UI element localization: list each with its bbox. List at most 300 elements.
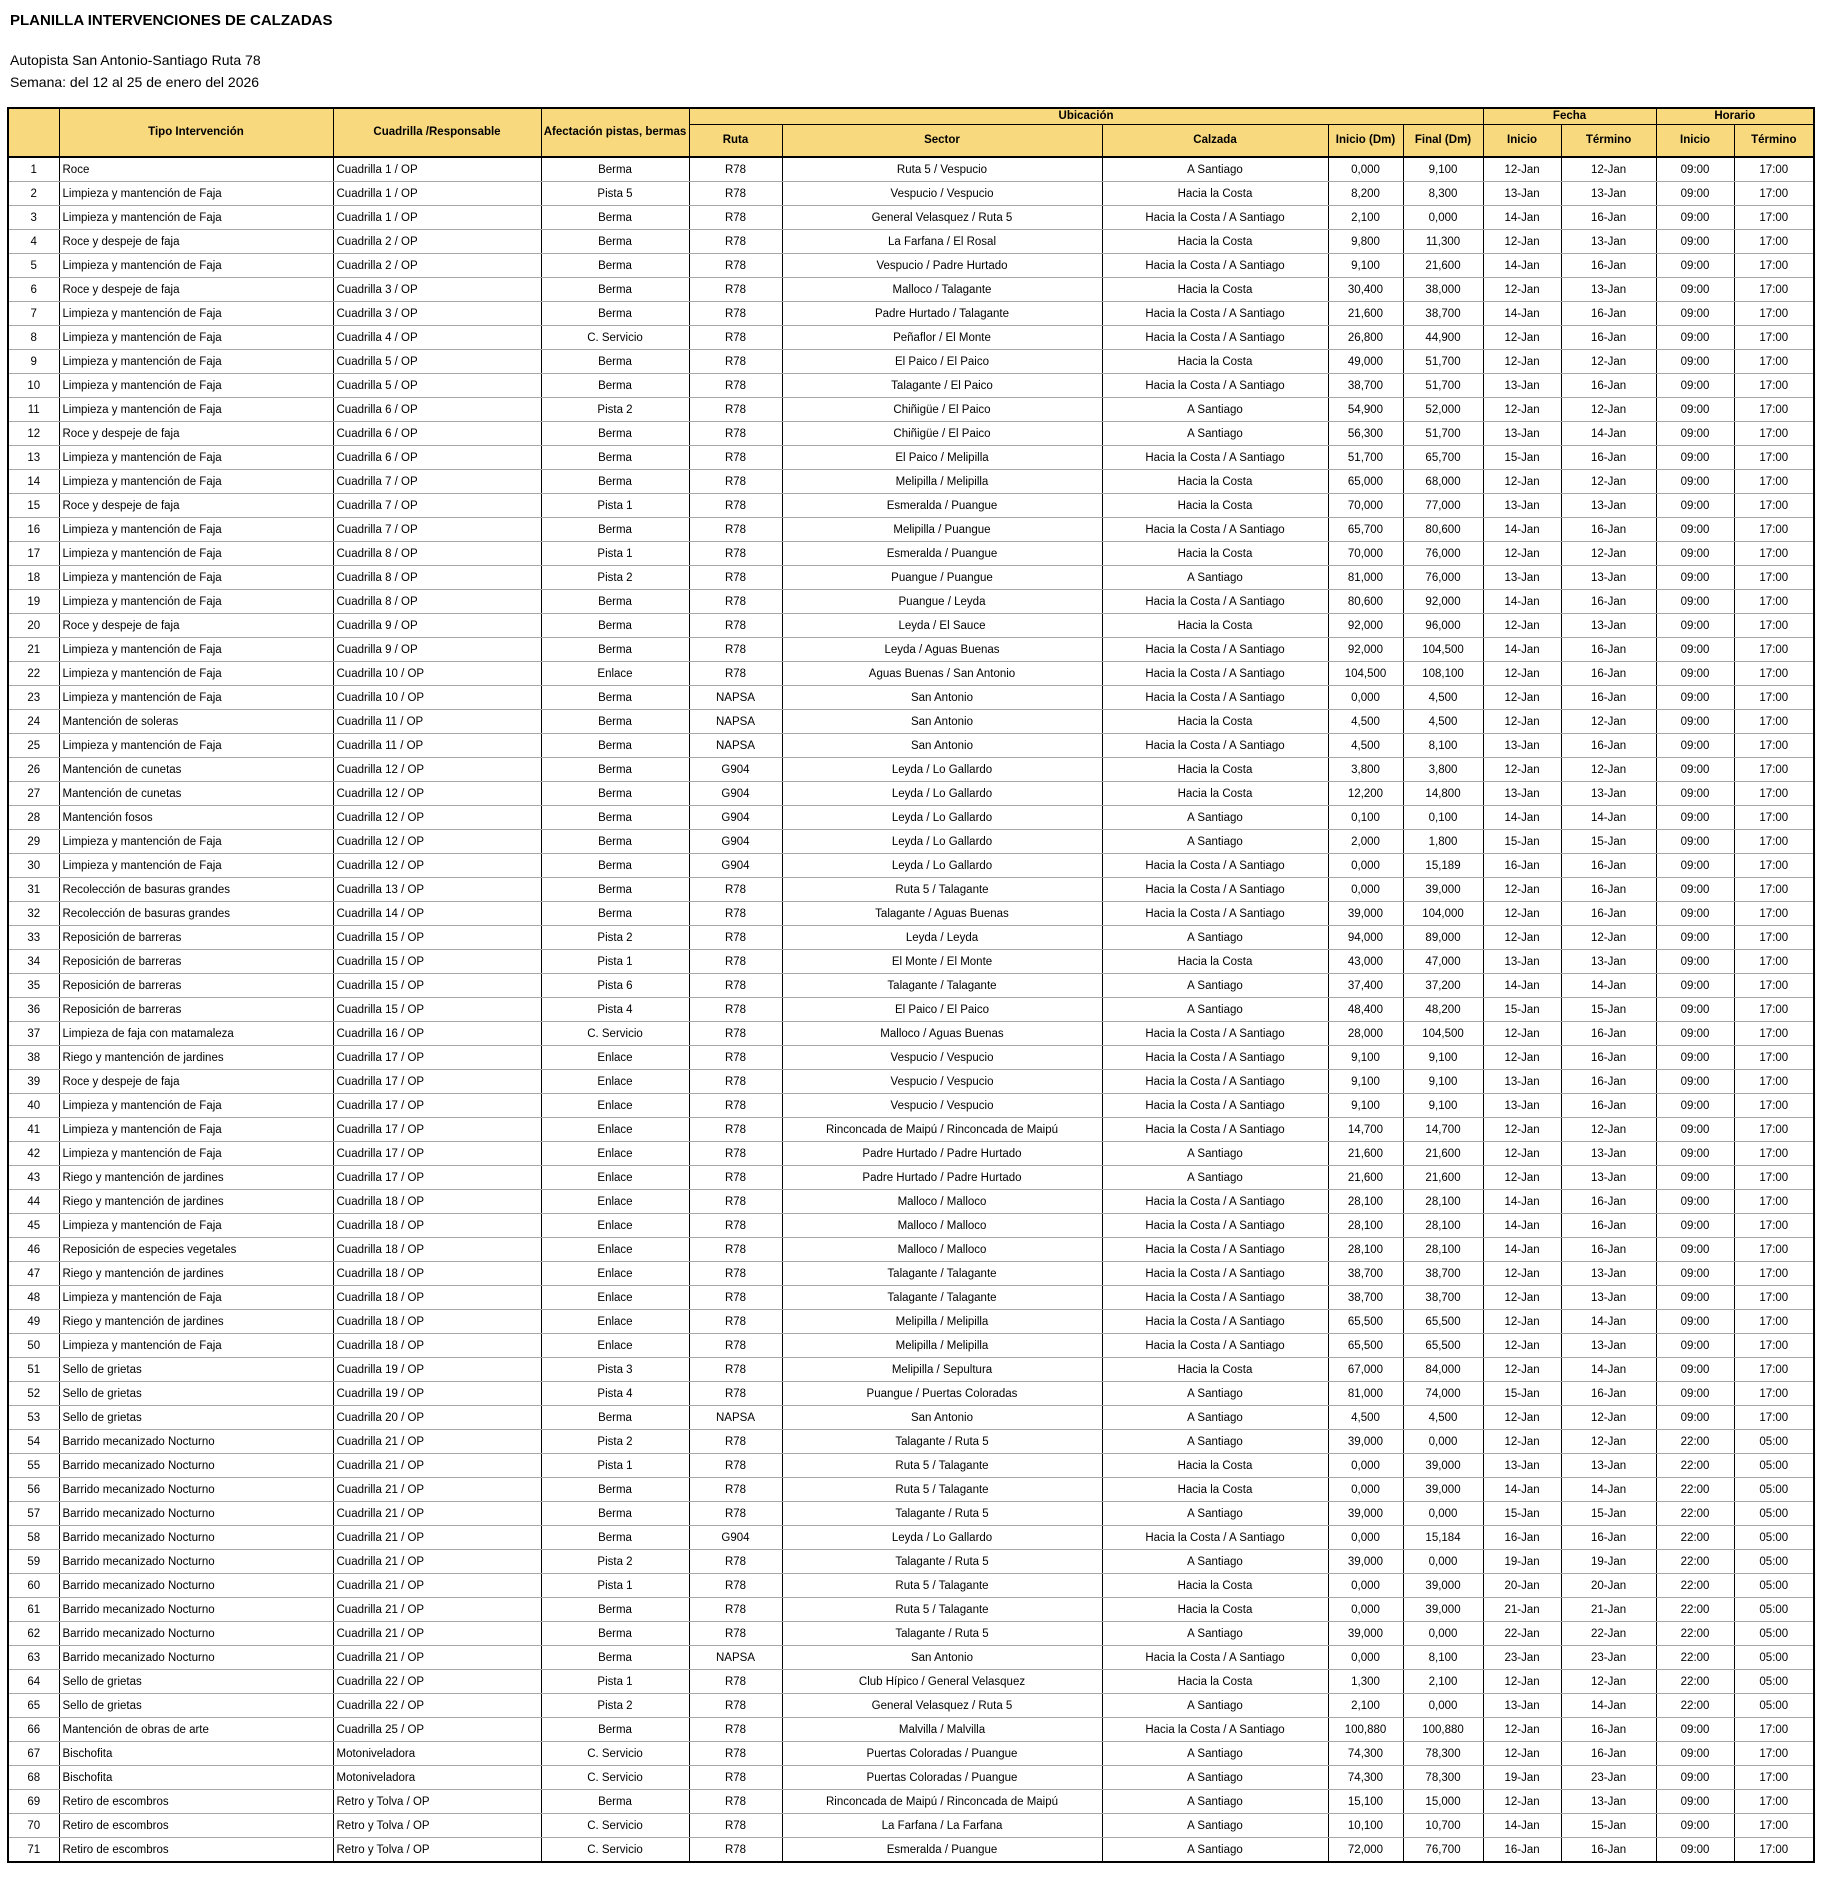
hora-termino-cell: 17:00 [1734, 1286, 1814, 1310]
sector-cell: Rinconcada de Maipú / Rinconcada de Maipú [782, 1790, 1102, 1814]
tipo-cell: Sello de grietas [59, 1694, 333, 1718]
hora-inicio-cell: 09:00 [1656, 782, 1734, 806]
table-row [8, 1478, 1814, 1502]
inicio-dm-cell: 9,100 [1328, 1070, 1403, 1094]
calzada-cell: A Santiago [1102, 1838, 1328, 1863]
afectacion-cell: C. Servicio [541, 326, 689, 350]
inicio-dm-cell: 39,000 [1328, 1502, 1403, 1526]
sector-cell: Puangue / Puangue [782, 566, 1102, 590]
header-inicio-dm: Inicio (Dm) [1328, 125, 1403, 158]
fecha-inicio-cell: 12-Jan [1483, 902, 1561, 926]
afectacion-cell: Berma [541, 350, 689, 374]
hora-inicio-cell: 09:00 [1656, 422, 1734, 446]
hora-termino-cell: 17:00 [1734, 1118, 1814, 1142]
hora-inicio-cell: 09:00 [1656, 470, 1734, 494]
hora-termino-cell: 17:00 [1734, 974, 1814, 998]
hora-inicio-cell: 09:00 [1656, 878, 1734, 902]
afectacion-cell: Pista 1 [541, 494, 689, 518]
hora-termino-cell: 17:00 [1734, 902, 1814, 926]
row-number: 48 [8, 1286, 59, 1310]
fecha-inicio-cell: 12-Jan [1483, 1022, 1561, 1046]
row-number: 67 [8, 1742, 59, 1766]
final-dm-cell: 0,000 [1403, 206, 1483, 230]
hora-termino-cell: 17:00 [1734, 1334, 1814, 1358]
fecha-inicio-cell: 19-Jan [1483, 1766, 1561, 1790]
table-row [8, 1094, 1814, 1118]
fecha-inicio-cell: 15-Jan [1483, 446, 1561, 470]
fecha-inicio-cell: 12-Jan [1483, 686, 1561, 710]
inicio-dm-cell: 28,100 [1328, 1190, 1403, 1214]
fecha-termino-cell: 16-Jan [1561, 1190, 1656, 1214]
fecha-termino-cell: 14-Jan [1561, 422, 1656, 446]
afectacion-cell: Pista 2 [541, 1694, 689, 1718]
ruta-cell: R78 [689, 1190, 782, 1214]
cuadrilla-cell: Cuadrilla 1 / OP [333, 157, 541, 182]
calzada-cell: Hacia la Costa / A Santiago [1102, 734, 1328, 758]
row-number: 14 [8, 470, 59, 494]
sector-cell: Vespucio / Vespucio [782, 1046, 1102, 1070]
final-dm-cell: 39,000 [1403, 1598, 1483, 1622]
cuadrilla-cell: Cuadrilla 9 / OP [333, 638, 541, 662]
tipo-cell: Sello de grietas [59, 1406, 333, 1430]
tipo-cell: Recolección de basuras grandes [59, 878, 333, 902]
inicio-dm-cell: 28,000 [1328, 1022, 1403, 1046]
row-number: 31 [8, 878, 59, 902]
header-final-dm: Final (Dm) [1403, 125, 1483, 158]
sector-cell: Leyda / Lo Gallardo [782, 806, 1102, 830]
row-number: 24 [8, 710, 59, 734]
hora-termino-cell: 17:00 [1734, 1166, 1814, 1190]
fecha-termino-cell: 16-Jan [1561, 1382, 1656, 1406]
inicio-dm-cell: 21,600 [1328, 1142, 1403, 1166]
table-row [8, 326, 1814, 350]
hora-inicio-cell: 22:00 [1656, 1574, 1734, 1598]
ruta-cell: NAPSA [689, 1646, 782, 1670]
cuadrilla-cell: Cuadrilla 22 / OP [333, 1694, 541, 1718]
fecha-inicio-cell: 12-Jan [1483, 1406, 1561, 1430]
ruta-cell: NAPSA [689, 734, 782, 758]
fecha-inicio-cell: 23-Jan [1483, 1646, 1561, 1670]
fecha-termino-cell: 15-Jan [1561, 830, 1656, 854]
fecha-inicio-cell: 12-Jan [1483, 662, 1561, 686]
sector-cell: General Velasquez / Ruta 5 [782, 1694, 1102, 1718]
ruta-cell: R78 [689, 950, 782, 974]
cuadrilla-cell: Cuadrilla 21 / OP [333, 1598, 541, 1622]
ruta-cell: R78 [689, 1790, 782, 1814]
cuadrilla-cell: Cuadrilla 8 / OP [333, 590, 541, 614]
sector-cell: San Antonio [782, 1406, 1102, 1430]
cuadrilla-cell: Cuadrilla 15 / OP [333, 974, 541, 998]
cuadrilla-cell: Cuadrilla 12 / OP [333, 806, 541, 830]
hora-termino-cell: 17:00 [1734, 590, 1814, 614]
table-row [8, 1526, 1814, 1550]
ruta-cell: R78 [689, 1694, 782, 1718]
ruta-cell: NAPSA [689, 1406, 782, 1430]
final-dm-cell: 47,000 [1403, 950, 1483, 974]
inicio-dm-cell: 65,500 [1328, 1310, 1403, 1334]
table-row [8, 1718, 1814, 1742]
table-row [8, 518, 1814, 542]
tipo-cell: Limpieza y mantención de Faja [59, 1142, 333, 1166]
row-number: 54 [8, 1430, 59, 1454]
header-hora-termino: Término [1734, 125, 1814, 158]
afectacion-cell: Enlace [541, 1190, 689, 1214]
ruta-cell: R78 [689, 422, 782, 446]
final-dm-cell: 104,500 [1403, 1022, 1483, 1046]
inicio-dm-cell: 21,600 [1328, 302, 1403, 326]
calzada-cell: Hacia la Costa [1102, 1598, 1328, 1622]
sector-cell: Ruta 5 / Talagante [782, 878, 1102, 902]
tipo-cell: Limpieza y mantención de Faja [59, 1286, 333, 1310]
final-dm-cell: 76,000 [1403, 542, 1483, 566]
afectacion-cell: Berma [541, 878, 689, 902]
row-number: 4 [8, 230, 59, 254]
inicio-dm-cell: 0,000 [1328, 157, 1403, 182]
table-row [8, 1814, 1814, 1838]
header-sector: Sector [782, 125, 1102, 158]
afectacion-cell: Berma [541, 686, 689, 710]
hora-termino-cell: 17:00 [1734, 326, 1814, 350]
sector-cell: Malloco / Talagante [782, 278, 1102, 302]
hora-termino-cell: 17:00 [1734, 1838, 1814, 1863]
cuadrilla-cell: Cuadrilla 18 / OP [333, 1334, 541, 1358]
hora-inicio-cell: 09:00 [1656, 302, 1734, 326]
hora-termino-cell: 05:00 [1734, 1502, 1814, 1526]
fecha-inicio-cell: 16-Jan [1483, 1526, 1561, 1550]
ruta-cell: G904 [689, 758, 782, 782]
final-dm-cell: 8,100 [1403, 1646, 1483, 1670]
sector-cell: Ruta 5 / Vespucio [782, 157, 1102, 182]
fecha-inicio-cell: 12-Jan [1483, 1790, 1561, 1814]
fecha-termino-cell: 16-Jan [1561, 638, 1656, 662]
hora-inicio-cell: 09:00 [1656, 806, 1734, 830]
header-hora-inicio: Inicio [1656, 125, 1734, 158]
row-number: 21 [8, 638, 59, 662]
table-row [8, 998, 1814, 1022]
afectacion-cell: C. Servicio [541, 1022, 689, 1046]
cuadrilla-cell: Cuadrilla 2 / OP [333, 254, 541, 278]
sector-cell: Leyda / Leyda [782, 926, 1102, 950]
sector-cell: Leyda / Lo Gallardo [782, 758, 1102, 782]
final-dm-cell: 3,800 [1403, 758, 1483, 782]
inicio-dm-cell: 92,000 [1328, 638, 1403, 662]
calzada-cell: Hacia la Costa / A Santiago [1102, 518, 1328, 542]
row-number: 22 [8, 662, 59, 686]
cuadrilla-cell: Cuadrilla 25 / OP [333, 1718, 541, 1742]
fecha-termino-cell: 13-Jan [1561, 1286, 1656, 1310]
fecha-inicio-cell: 14-Jan [1483, 254, 1561, 278]
calzada-cell: A Santiago [1102, 566, 1328, 590]
calzada-cell: Hacia la Costa / A Santiago [1102, 638, 1328, 662]
fecha-termino-cell: 16-Jan [1561, 1718, 1656, 1742]
fecha-termino-cell: 16-Jan [1561, 1526, 1656, 1550]
fecha-inicio-cell: 13-Jan [1483, 374, 1561, 398]
inicio-dm-cell: 37,400 [1328, 974, 1403, 998]
afectacion-cell: Pista 2 [541, 398, 689, 422]
fecha-termino-cell: 16-Jan [1561, 1838, 1656, 1863]
hora-termino-cell: 17:00 [1734, 782, 1814, 806]
inicio-dm-cell: 3,800 [1328, 758, 1403, 782]
row-number: 70 [8, 1814, 59, 1838]
hora-inicio-cell: 09:00 [1656, 1094, 1734, 1118]
final-dm-cell: 28,100 [1403, 1238, 1483, 1262]
row-number: 19 [8, 590, 59, 614]
final-dm-cell: 9,100 [1403, 1094, 1483, 1118]
final-dm-cell: 78,300 [1403, 1742, 1483, 1766]
table-row [8, 1214, 1814, 1238]
table-row [8, 734, 1814, 758]
hora-inicio-cell: 09:00 [1656, 1190, 1734, 1214]
calzada-cell: A Santiago [1102, 806, 1328, 830]
tipo-cell: Mantención de cunetas [59, 782, 333, 806]
sector-cell: Leyda / Lo Gallardo [782, 854, 1102, 878]
row-number: 38 [8, 1046, 59, 1070]
final-dm-cell: 65,500 [1403, 1334, 1483, 1358]
calzada-cell: Hacia la Costa [1102, 1574, 1328, 1598]
fecha-inicio-cell: 12-Jan [1483, 758, 1561, 782]
tipo-cell: Barrido mecanizado Nocturno [59, 1502, 333, 1526]
calzada-cell: Hacia la Costa [1102, 1670, 1328, 1694]
hora-termino-cell: 17:00 [1734, 182, 1814, 206]
hora-termino-cell: 17:00 [1734, 998, 1814, 1022]
sector-cell: Puangue / Leyda [782, 590, 1102, 614]
fecha-termino-cell: 14-Jan [1561, 1478, 1656, 1502]
header-number [8, 108, 59, 157]
final-dm-cell: 11,300 [1403, 230, 1483, 254]
fecha-termino-cell: 16-Jan [1561, 254, 1656, 278]
fecha-termino-cell: 12-Jan [1561, 758, 1656, 782]
calzada-cell: Hacia la Costa / A Santiago [1102, 1262, 1328, 1286]
inicio-dm-cell: 1,300 [1328, 1670, 1403, 1694]
sector-cell: Talagante / Talagante [782, 974, 1102, 998]
final-dm-cell: 38,700 [1403, 302, 1483, 326]
tipo-cell: Roce [59, 157, 333, 182]
calzada-cell: A Santiago [1102, 1166, 1328, 1190]
hora-inicio-cell: 09:00 [1656, 494, 1734, 518]
ruta-cell: R78 [689, 1166, 782, 1190]
fecha-inicio-cell: 12-Jan [1483, 278, 1561, 302]
ruta-cell: R78 [689, 1310, 782, 1334]
hora-inicio-cell: 09:00 [1656, 542, 1734, 566]
row-number: 17 [8, 542, 59, 566]
inicio-dm-cell: 15,100 [1328, 1790, 1403, 1814]
tipo-cell: Bischofita [59, 1766, 333, 1790]
row-number: 51 [8, 1358, 59, 1382]
table-row [8, 374, 1814, 398]
sector-cell: Leyda / Lo Gallardo [782, 782, 1102, 806]
tipo-cell: Bischofita [59, 1742, 333, 1766]
row-number: 49 [8, 1310, 59, 1334]
table-row [8, 302, 1814, 326]
table-row [8, 758, 1814, 782]
tipo-cell: Reposición de barreras [59, 926, 333, 950]
final-dm-cell: 21,600 [1403, 254, 1483, 278]
row-number: 71 [8, 1838, 59, 1863]
hora-termino-cell: 17:00 [1734, 758, 1814, 782]
final-dm-cell: 14,800 [1403, 782, 1483, 806]
ruta-cell: R78 [689, 398, 782, 422]
hora-termino-cell: 05:00 [1734, 1598, 1814, 1622]
final-dm-cell: 38,000 [1403, 278, 1483, 302]
ruta-cell: R78 [689, 1430, 782, 1454]
fecha-termino-cell: 12-Jan [1561, 398, 1656, 422]
fecha-termino-cell: 22-Jan [1561, 1622, 1656, 1646]
inicio-dm-cell: 70,000 [1328, 494, 1403, 518]
fecha-inicio-cell: 16-Jan [1483, 854, 1561, 878]
final-dm-cell: 15,000 [1403, 1790, 1483, 1814]
hora-inicio-cell: 09:00 [1656, 1406, 1734, 1430]
hora-inicio-cell: 09:00 [1656, 974, 1734, 998]
ruta-cell: R78 [689, 182, 782, 206]
hora-termino-cell: 17:00 [1734, 806, 1814, 830]
afectacion-cell: Pista 1 [541, 1670, 689, 1694]
cuadrilla-cell: Cuadrilla 7 / OP [333, 518, 541, 542]
fecha-termino-cell: 20-Jan [1561, 1574, 1656, 1598]
tipo-cell: Reposición de barreras [59, 950, 333, 974]
fecha-termino-cell: 16-Jan [1561, 686, 1656, 710]
afectacion-cell: Berma [541, 1502, 689, 1526]
afectacion-cell: Enlace [541, 1214, 689, 1238]
sector-cell: Esmeralda / Puangue [782, 542, 1102, 566]
fecha-termino-cell: 12-Jan [1561, 1118, 1656, 1142]
fecha-termino-cell: 16-Jan [1561, 374, 1656, 398]
fecha-termino-cell: 16-Jan [1561, 206, 1656, 230]
fecha-inicio-cell: 12-Jan [1483, 230, 1561, 254]
row-number: 52 [8, 1382, 59, 1406]
fecha-termino-cell: 12-Jan [1561, 470, 1656, 494]
cuadrilla-cell: Cuadrilla 21 / OP [333, 1526, 541, 1550]
afectacion-cell: Enlace [541, 1070, 689, 1094]
afectacion-cell: Enlace [541, 1046, 689, 1070]
fecha-termino-cell: 16-Jan [1561, 1742, 1656, 1766]
final-dm-cell: 39,000 [1403, 878, 1483, 902]
table-row [8, 230, 1814, 254]
hora-inicio-cell: 09:00 [1656, 1022, 1734, 1046]
afectacion-cell: Berma [541, 1646, 689, 1670]
afectacion-cell: Enlace [541, 1118, 689, 1142]
table-row [8, 1790, 1814, 1814]
fecha-inicio-cell: 15-Jan [1483, 830, 1561, 854]
fecha-inicio-cell: 22-Jan [1483, 1622, 1561, 1646]
hora-termino-cell: 17:00 [1734, 614, 1814, 638]
final-dm-cell: 74,000 [1403, 1382, 1483, 1406]
fecha-termino-cell: 13-Jan [1561, 494, 1656, 518]
calzada-cell: Hacia la Costa / A Santiago [1102, 590, 1328, 614]
calzada-cell: Hacia la Costa [1102, 950, 1328, 974]
sector-cell: Talagante / Aguas Buenas [782, 902, 1102, 926]
fecha-inicio-cell: 14-Jan [1483, 518, 1561, 542]
sector-cell: Vespucio / Vespucio [782, 1094, 1102, 1118]
tipo-cell: Mantención de cunetas [59, 758, 333, 782]
hora-termino-cell: 05:00 [1734, 1670, 1814, 1694]
cuadrilla-cell: Cuadrilla 17 / OP [333, 1094, 541, 1118]
cuadrilla-cell: Cuadrilla 2 / OP [333, 230, 541, 254]
row-number: 66 [8, 1718, 59, 1742]
inicio-dm-cell: 0,000 [1328, 1478, 1403, 1502]
sector-cell: El Paico / El Paico [782, 998, 1102, 1022]
row-number: 29 [8, 830, 59, 854]
final-dm-cell: 14,700 [1403, 1118, 1483, 1142]
final-dm-cell: 100,880 [1403, 1718, 1483, 1742]
hora-inicio-cell: 09:00 [1656, 230, 1734, 254]
calzada-cell: Hacia la Costa [1102, 278, 1328, 302]
sector-cell: Puertas Coloradas / Puangue [782, 1766, 1102, 1790]
ruta-cell: NAPSA [689, 710, 782, 734]
tipo-cell: Limpieza y mantención de Faja [59, 542, 333, 566]
fecha-inicio-cell: 12-Jan [1483, 350, 1561, 374]
fecha-inicio-cell: 12-Jan [1483, 1118, 1561, 1142]
hora-termino-cell: 17:00 [1734, 278, 1814, 302]
tipo-cell: Limpieza y mantención de Faja [59, 830, 333, 854]
hora-inicio-cell: 22:00 [1656, 1622, 1734, 1646]
cuadrilla-cell: Cuadrilla 18 / OP [333, 1214, 541, 1238]
tipo-cell: Limpieza y mantención de Faja [59, 254, 333, 278]
hora-inicio-cell: 09:00 [1656, 1262, 1734, 1286]
cuadrilla-cell: Cuadrilla 21 / OP [333, 1574, 541, 1598]
fecha-inicio-cell: 14-Jan [1483, 974, 1561, 998]
table-row [8, 446, 1814, 470]
row-number: 41 [8, 1118, 59, 1142]
sector-cell: Talagante / Ruta 5 [782, 1622, 1102, 1646]
hora-termino-cell: 17:00 [1734, 254, 1814, 278]
table-row [8, 1502, 1814, 1526]
inicio-dm-cell: 104,500 [1328, 662, 1403, 686]
final-dm-cell: 37,200 [1403, 974, 1483, 998]
hora-inicio-cell: 09:00 [1656, 374, 1734, 398]
calzada-cell: Hacia la Costa / A Santiago [1102, 1070, 1328, 1094]
fecha-inicio-cell: 12-Jan [1483, 1718, 1561, 1742]
inicio-dm-cell: 72,000 [1328, 1838, 1403, 1863]
afectacion-cell: Berma [541, 254, 689, 278]
tipo-cell: Reposición de especies vegetales [59, 1238, 333, 1262]
final-dm-cell: 4,500 [1403, 1406, 1483, 1430]
inicio-dm-cell: 38,700 [1328, 1262, 1403, 1286]
afectacion-cell: Berma [541, 758, 689, 782]
afectacion-cell: C. Servicio [541, 1742, 689, 1766]
hora-termino-cell: 05:00 [1734, 1574, 1814, 1598]
final-dm-cell: 9,100 [1403, 157, 1483, 182]
tipo-cell: Limpieza y mantención de Faja [59, 446, 333, 470]
hora-inicio-cell: 09:00 [1656, 254, 1734, 278]
ruta-cell: R78 [689, 326, 782, 350]
inicio-dm-cell: 0,000 [1328, 854, 1403, 878]
afectacion-cell: Pista 6 [541, 974, 689, 998]
sector-cell: Melipilla / Melipilla [782, 1334, 1102, 1358]
afectacion-cell: Berma [541, 422, 689, 446]
tipo-cell: Limpieza y mantención de Faja [59, 398, 333, 422]
inicio-dm-cell: 49,000 [1328, 350, 1403, 374]
sector-cell: El Monte / El Monte [782, 950, 1102, 974]
cuadrilla-cell: Cuadrilla 6 / OP [333, 422, 541, 446]
fecha-termino-cell: 16-Jan [1561, 1022, 1656, 1046]
row-number: 20 [8, 614, 59, 638]
row-number: 27 [8, 782, 59, 806]
ruta-cell: R78 [689, 254, 782, 278]
sector-cell: El Paico / El Paico [782, 350, 1102, 374]
fecha-inicio-cell: 14-Jan [1483, 1238, 1561, 1262]
hora-inicio-cell: 09:00 [1656, 278, 1734, 302]
ruta-cell: R78 [689, 590, 782, 614]
inicio-dm-cell: 0,000 [1328, 878, 1403, 902]
final-dm-cell: 39,000 [1403, 1574, 1483, 1598]
table-row [8, 1358, 1814, 1382]
fecha-termino-cell: 12-Jan [1561, 1406, 1656, 1430]
ruta-cell: G904 [689, 806, 782, 830]
calzada-cell: Hacia la Costa [1102, 1454, 1328, 1478]
cuadrilla-cell: Cuadrilla 21 / OP [333, 1454, 541, 1478]
hora-termino-cell: 05:00 [1734, 1526, 1814, 1550]
final-dm-cell: 4,500 [1403, 686, 1483, 710]
